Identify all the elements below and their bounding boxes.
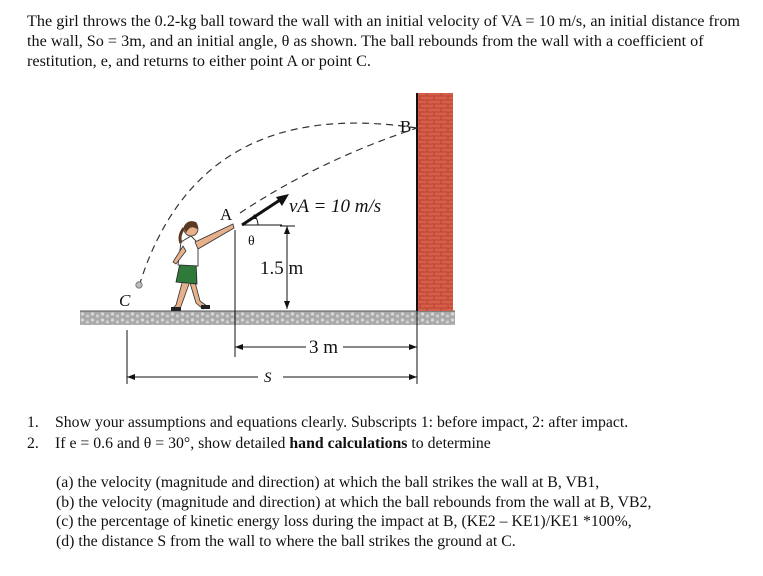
problem-intro: The girl throws the 0.2-kg ball toward the wall with an initial velocity of VA = 10 m/s, an initial distance from the wall, So = 3m, and an initial angle, θ as shown. The ball rebounds from the wall with a coefficient of restitution, e, and returns to either point A or point C.: [27, 12, 741, 70]
question-2: [27, 433, 747, 454]
ground: [80, 311, 455, 325]
girl-figure: [171, 221, 234, 311]
label-b: B: [400, 117, 412, 136]
question-text-part: to determine: [407, 435, 491, 452]
label-a: A: [220, 205, 233, 224]
label-c: C: [119, 291, 131, 310]
theta-label: θ: [248, 234, 255, 249]
velocity-label: vA = 10 m/s: [289, 196, 382, 217]
subquestion-c: (c) the percentage of kinetic energy loss during the impact at B, (KE2 – KE1)/KE1 *100%,: [56, 513, 632, 531]
brick-wall: [417, 93, 453, 311]
question-bold-text: hand calculations: [289, 435, 408, 452]
width-label: 3 m: [309, 337, 339, 358]
question-text: Show your assumptions and equations clearly. Subscripts 1: before impact, 2: after impact.: [55, 414, 629, 431]
velocity-vector: [242, 198, 283, 225]
subquestion-d: (d) the distance S from the wall to where the ball strikes the ground at C.: [56, 532, 516, 550]
subquestion-b: (b) the velocity (magnitude and direction) at which the ball rebounds from the wall at B, VB2,: [56, 493, 652, 511]
question-number: 2.: [27, 435, 39, 452]
question-text: [55, 433, 491, 454]
subquestion-list: [56, 473, 756, 551]
ball-at-c: [136, 282, 142, 288]
height-label: 1.5 m: [260, 258, 304, 279]
question-number: 1.: [27, 414, 39, 431]
question-list: [27, 412, 747, 454]
question-1: [27, 412, 747, 433]
question-text-part: If e = 0.6 and θ = 30°, show detailed: [55, 435, 290, 452]
distance-label: S: [264, 370, 272, 386]
subquestion-a: (a) the velocity (magnitude and direction) at which the ball strikes the wall at B, VB1,: [56, 474, 600, 491]
